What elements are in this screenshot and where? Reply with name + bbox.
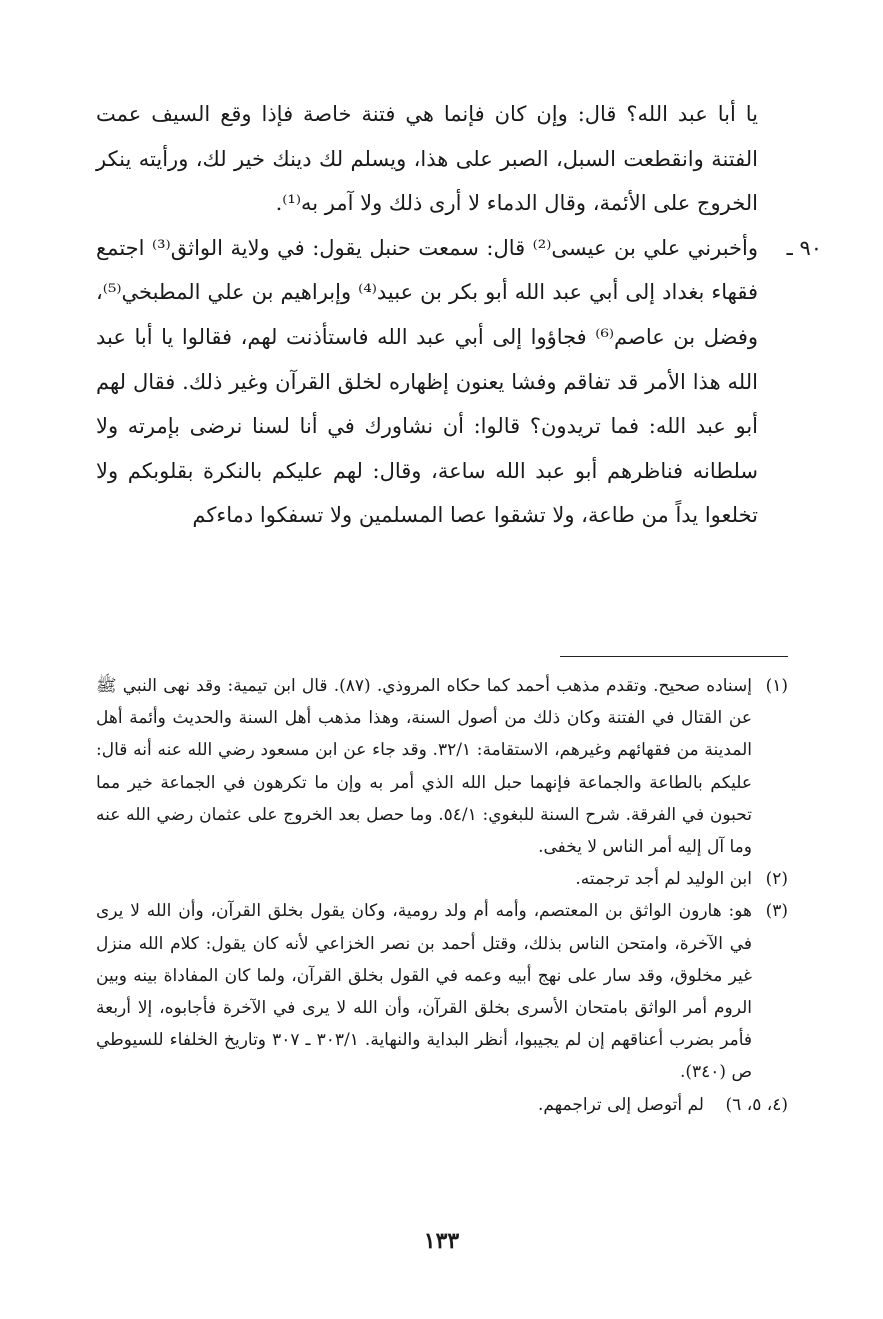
narration-text: وأخبرني علي بن عيسى⁽²⁾ قال: سمعت حنبل يقول: في ولاية الواثق⁽³⁾ اجتمع فقهاء بغداد إلى أبي عبد الله أبو بكر بن عبيد⁽⁴⁾ وإبراهيم بن علي المطبخي⁽⁵⁾، وفضل بن عاصم⁽⁶⁾ فجاؤوا إلى أبي عبد الله فاستأذنت لهم، فقالوا يا أبا عبد الله هذا الأمر قد تفاقم وفشا يعنون إظهاره لخلق القرآن وغير ذلك. فقال لهم أبو عبد الله: فما تريدون؟ قالوا: أن نشاورك في أنا لسنا نرضى بإمرته ولا سلطانه فناظرهم أبو عبد الله ساعة، وقال: لهم عليكم بالنكرة بقلوبكم ولا تخلعوا يداً من طاعة، ولا تشقوا عصا المسلمين ولا تسفكوا دماءكم xyxy=(96,235,758,528)
footnote-number: (٢) xyxy=(765,869,788,890)
paragraph-continued: يا أبا عبد الله؟ قال: وإن كان فإنما هي فتنة خاصة فإذا وقع السيف عمت الفتنة وانقطعت السبل، الصبر على هذا، ويسلم لك دينك خير لك، ورأيته ينكر الخروج على الأئمة، وقال الدماء لا أرى ذلك ولا آمر به⁽¹⁾. xyxy=(96,102,758,216)
footnote-4-6 xyxy=(96,1089,788,1121)
footnote-text: هو: هارون الواثق بن المعتصم، وأمه أم ولد رومية، وكان يقول بخلق القرآن، وأن الله لا يرى في الآخرة، وامتحن الناس بذلك، وقتل أحمد بن نصر الخزاعي لأنه كان يقول: كلام الله منزل غير مخلوق، وقد سار على نهج أبيه وعمه في القول بخلق القرآن، ولما كان المفاداة بينه وبين الروم أمر الواثق بامتحان الأسرى بخلق القرآن، وأن الله لا يرى في الآخرة فأجابوه، إلا أربعة فأمر بضرب أعناقهم إن لم يجيبوا، أنظر البداية والنهاية. ٣٠٣/١ ـ ٣٠٧ وتاريخ الخلفاء للسيوطي ص (٣٤٠). xyxy=(96,901,752,1083)
footnote-number: (١) xyxy=(765,676,788,696)
footnote-number: (٤، ٥، ٦) xyxy=(725,1094,788,1115)
footnote-text: لم أتوصل إلى تراجمهم. xyxy=(537,1094,704,1115)
footnote-divider xyxy=(560,656,788,657)
footnote-1 xyxy=(96,670,788,863)
narration-number: ٩٠ ـ xyxy=(786,235,822,260)
footnote-2 xyxy=(96,863,788,895)
page-number: ١٣٣ xyxy=(423,1228,460,1254)
footnote-3 xyxy=(96,895,788,1088)
footnote-number: (٣) xyxy=(765,901,788,922)
narration-90 xyxy=(96,226,822,538)
main-text xyxy=(96,92,822,538)
footnote-text: ابن الوليد لم أجد ترجمته. xyxy=(575,869,752,890)
footnote-text: إسناده صحيح. وتقدم مذهب أحمد كما حكاه المروذي. (٨٧). قال ابن تيمية: وقد نهى النبي ﷺ عن القتال في الفتنة وكان ذلك من أصول السنة، وهذا مذهب أهل السنة والحديث وأئمة أهل المدينة من فقهائهم وغيرهم، الاستقامة: ٣٢/١. وقد جاء عن ابن مسعود رضي الله عنه أنه قال: عليكم بالطاعة والجماعة فإنهما حبل الله الذي أمر به وإن ما تكرهون في الجماعة خير مما تحبون في الفرقة. شرح السنة للبغوي: ٥٤/١. وما حصل بعد الخروج على عثمان رضي الله عنه وما آل إليه أمر الناس لا يخفى. xyxy=(96,676,752,858)
footnotes xyxy=(96,670,788,1121)
